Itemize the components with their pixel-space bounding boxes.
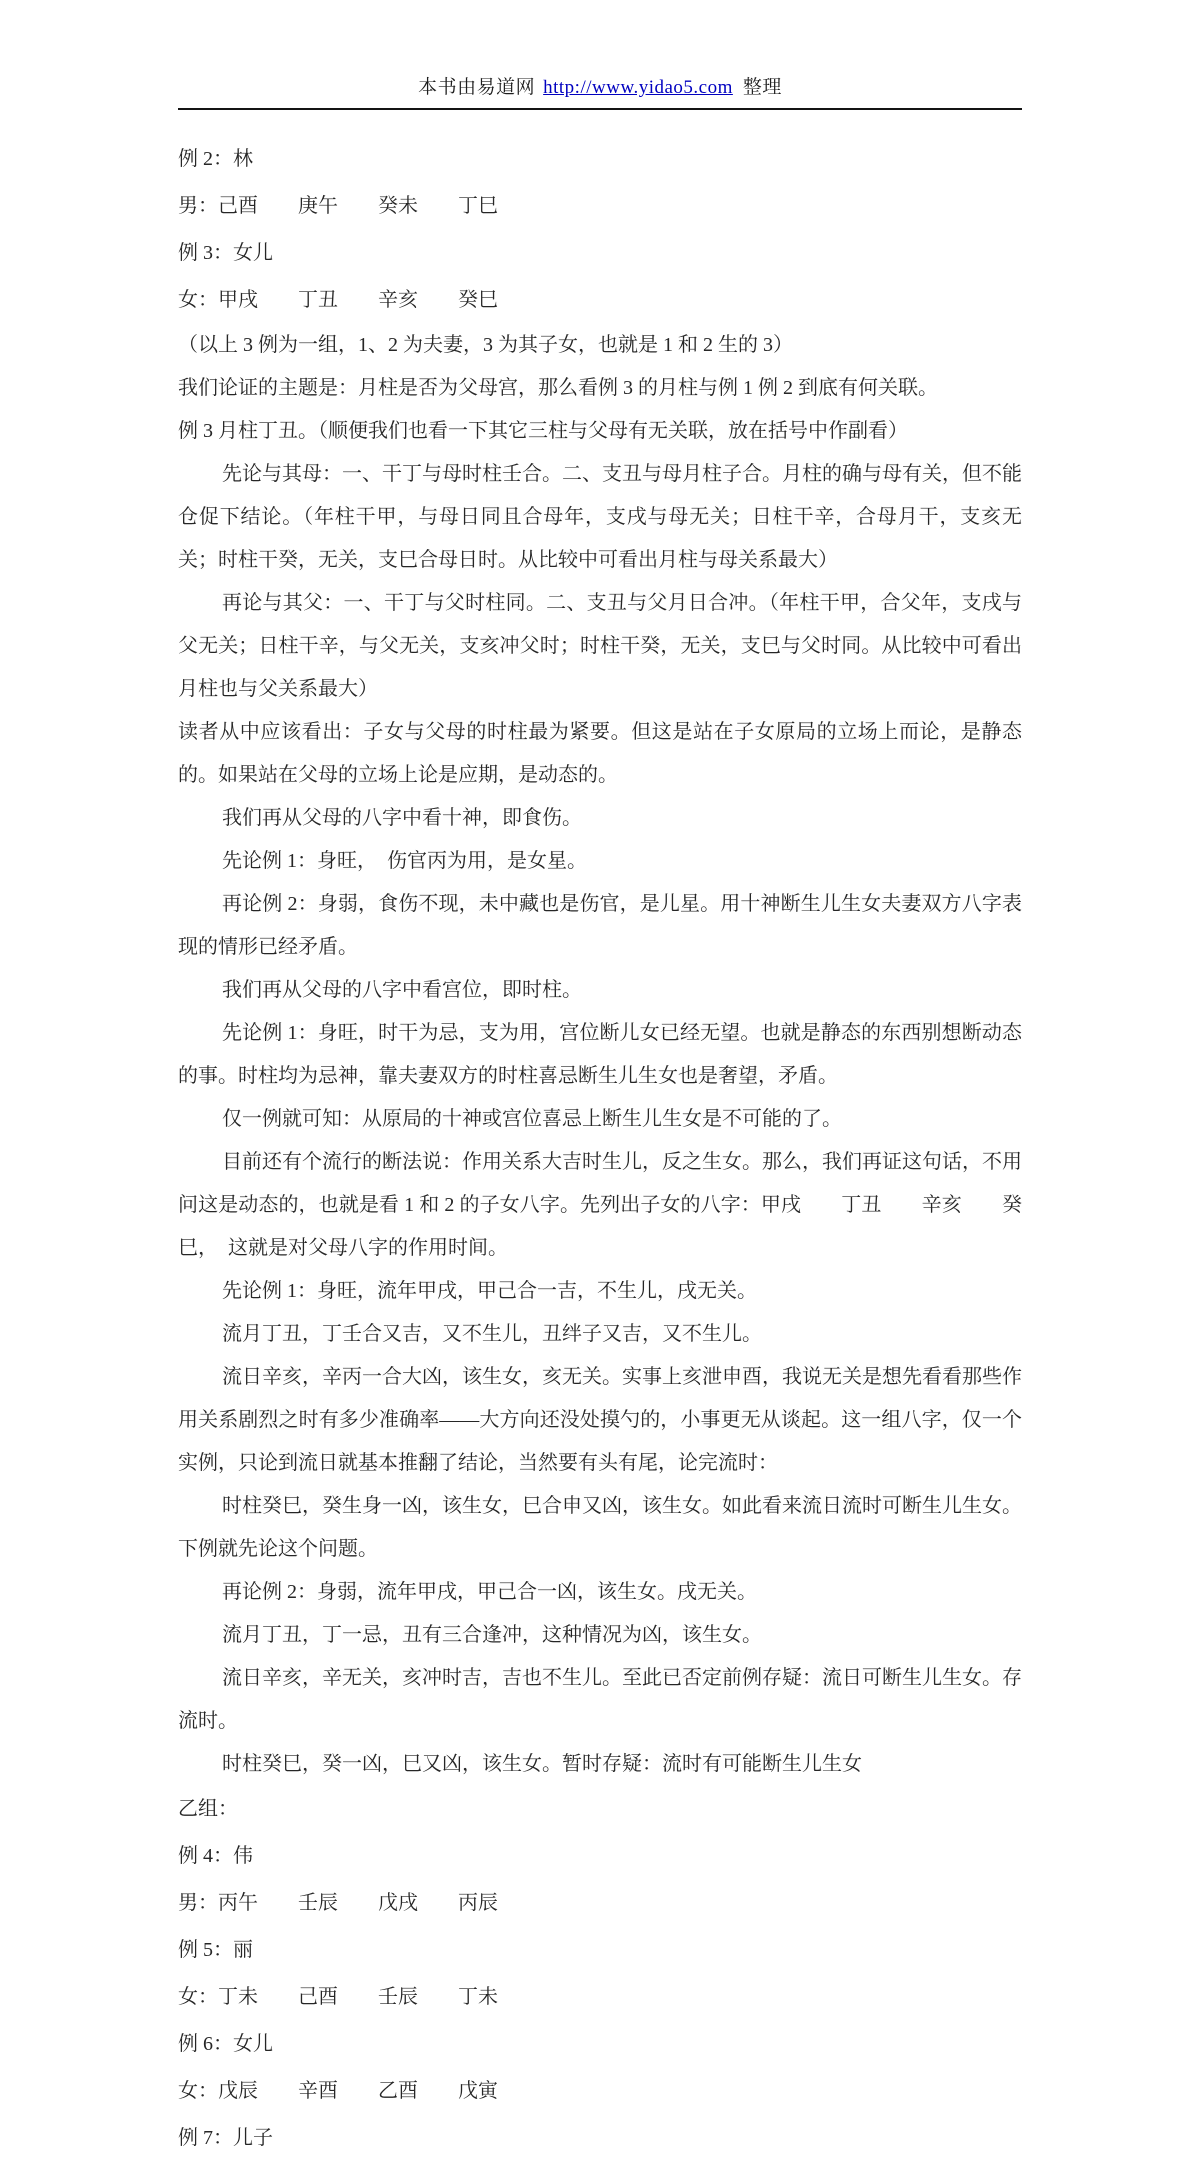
paragraph: 我们论证的主题是：月柱是否为父母宫，那么看例 3 的月柱与例 1 例 2 到底有何关联。 [178, 377, 938, 399]
paragraph: 流日辛亥，辛丙一合大凶，该生女，亥无关。实事上亥泄申酉，我说无关是想先看看那些作用关系剧烈之时有多少准确率——大方向还没处摸勺的，小事更无从谈起。这一组八字，仅一个实例，只论到流日就基本推翻了结论，当然要有头有尾，论完流时： [178, 1366, 1022, 1474]
paragraph: 例 3 月柱丁丑。（顺便我们也看一下其它三柱与父母有无关联，放在括号中作副看） [178, 420, 908, 442]
document-body [178, 110, 1022, 2162]
header-prefix-text: 本书由易道网 [418, 77, 536, 98]
header-link[interactable]: http://www.yidao5.com [543, 77, 733, 98]
paragraph: 先论与其母：一、干丁与母时柱壬合。二、支丑与母月柱子合。月柱的确与母有关，但不能仓促下结论。（年柱干甲，与母日同且合母年，支戌与母无关；日柱干辛，合母月干，支亥无关；时柱干癸，无关，支巳合母日时。从比较中可看出月柱与母关系最大） [178, 463, 1022, 571]
paragraph: 先论例 1：身旺， 伤官丙为用，是女星。 [222, 850, 587, 872]
paragraph: 流月丁丑，丁一忌，丑有三合逢冲，这种情况为凶，该生女。 [222, 1624, 762, 1646]
paragraph: 例 4：伟 [178, 1845, 253, 1867]
paragraph: 读者从中应该看出：子女与父母的时柱最为紧要。但这是站在子女原局的立场上而论，是静态的。如果站在父母的立场上论是应期，是动态的。 [178, 721, 1022, 786]
paragraph: 女：戊辰 辛酉 乙酉 戊寅 [178, 2080, 498, 2102]
paragraph: 我们再从父母的八字中看十神，即食伤。 [222, 807, 582, 829]
paragraph: 再论例 2：身弱，流年甲戌，甲己合一凶，该生女。戌无关。 [222, 1581, 757, 1603]
paragraph: 女：丁未 己酉 壬辰 丁未 [178, 1986, 498, 2008]
paragraph: 时柱癸巳，癸生身一凶，该生女，巳合申又凶，该生女。如此看来流日流时可断生儿生女。下例就先论这个问题。 [178, 1495, 1022, 1560]
paragraph: 时柱癸巳，癸一凶，巳又凶，该生女。暂时存疑：流时有可能断生儿生女 [222, 1753, 862, 1775]
paragraph: 男：己酉 庚午 癸未 丁巳 [178, 195, 498, 217]
paragraph: 仅一例就可知：从原局的十神或宫位喜忌上断生儿生女是不可能的了。 [222, 1108, 842, 1130]
paragraph: 先论例 1：身旺，时干为忌，支为用，宫位断儿女已经无望。也就是静态的东西别想断动态的事。时柱均为忌神，靠夫妻双方的时柱喜忌断生儿生女也是奢望，矛盾。 [178, 1022, 1022, 1087]
paragraph: 例 7：儿子 [178, 2127, 273, 2149]
paragraph: 我们再从父母的八字中看宫位，即时柱。 [222, 979, 582, 1001]
paragraph: 男：丙午 壬辰 戊戌 丙辰 [178, 1892, 498, 1914]
paragraph: 例 2：林 [178, 148, 253, 170]
paragraph: 乙组： [178, 1798, 238, 1820]
paragraph: 再论例 2：身弱，食伤不现，未中藏也是伤官，是儿星。用十神断生儿生女夫妻双方八字表现的情形已经矛盾。 [178, 893, 1022, 958]
paragraph: 例 6：女儿 [178, 2033, 273, 2055]
paragraph: 先论例 1：身旺，流年甲戌，甲己合一吉，不生儿，戌无关。 [222, 1280, 757, 1302]
paragraph: 流日辛亥，辛无关，亥冲时吉，吉也不生儿。至此已否定前例存疑：流日可断生儿生女。存流时。 [178, 1667, 1022, 1732]
paragraph: 目前还有个流行的断法说：作用关系大吉时生儿，反之生女。那么，我们再证这句话，不用问这是动态的，也就是看 1 和 2 的子女八字。先列出子女的八字：甲戌 丁丑 辛亥 癸巳， 这就是对父母八字的作用时间。 [178, 1151, 1022, 1259]
page-header [178, 0, 1022, 99]
paragraph: 女：甲戌 丁丑 辛亥 癸巳 [178, 289, 498, 311]
paragraph: 流月丁丑，丁壬合又吉，又不生儿，丑绊子又吉，又不生儿。 [222, 1323, 762, 1345]
paragraph: （以上 3 例为一组，1、2 为夫妻，3 为其子女，也就是 1 和 2 生的 3） [178, 334, 793, 356]
header-suffix-text: 整理 [742, 77, 782, 98]
paragraph: 例 3：女儿 [178, 242, 273, 264]
paragraph: 例 5：丽 [178, 1939, 253, 1961]
paragraph: 再论与其父：一、干丁与父时柱同。二、支丑与父月日合冲。（年柱干甲，合父年，支戌与父无关；日柱干辛，与父无关，支亥冲父时；时柱干癸，无关，支巳与父时同。从比较中可看出月柱也与父关系最大） [178, 592, 1022, 700]
